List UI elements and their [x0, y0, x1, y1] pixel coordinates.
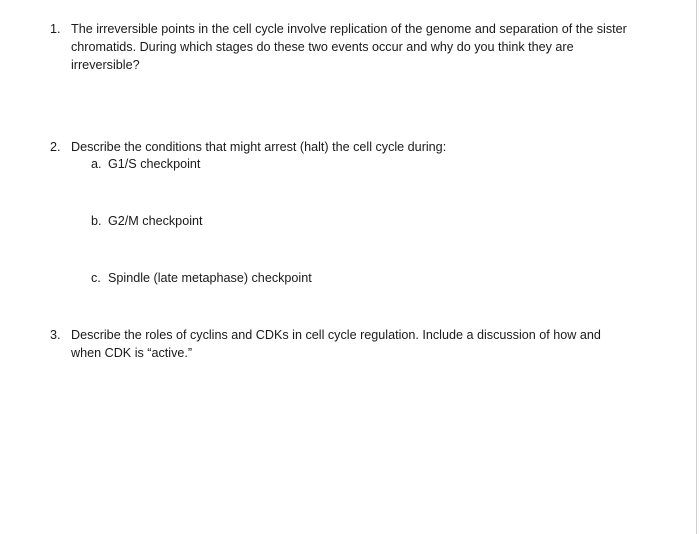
subitem-letter: b.: [91, 214, 102, 228]
question-text: Describe the conditions that might arrest (halt) the cell cycle during:: [71, 140, 447, 154]
subitem-letter: a.: [91, 157, 102, 171]
subitem-g2-m-checkpoint: [91, 212, 591, 230]
question-text: Describe the roles of cyclins and CDKs in cell cycle regulation. Include a discussion of how and when CDK is “active.”: [71, 328, 601, 360]
question-number: 3.: [50, 328, 61, 342]
question-text: The irreversible points in the cell cycle involve replication of the genome and separation of the sister chromatids. During which stages do these two events occur and why do you think they are irreversible?: [71, 22, 627, 72]
question-1: [50, 20, 650, 74]
question-2: [50, 138, 650, 156]
subitem-text: Spindle (late metaphase) checkpoint: [108, 271, 312, 285]
question-3: [50, 326, 650, 362]
subitem-letter: c.: [91, 271, 101, 285]
subitem-text: G2/M checkpoint: [108, 214, 203, 228]
question-number: 2.: [50, 140, 61, 154]
subitem-text: G1/S checkpoint: [108, 157, 201, 171]
question-number: 1.: [50, 22, 61, 36]
subitem-spindle-checkpoint: [91, 269, 591, 287]
subitem-g1-s-checkpoint: [91, 155, 591, 173]
